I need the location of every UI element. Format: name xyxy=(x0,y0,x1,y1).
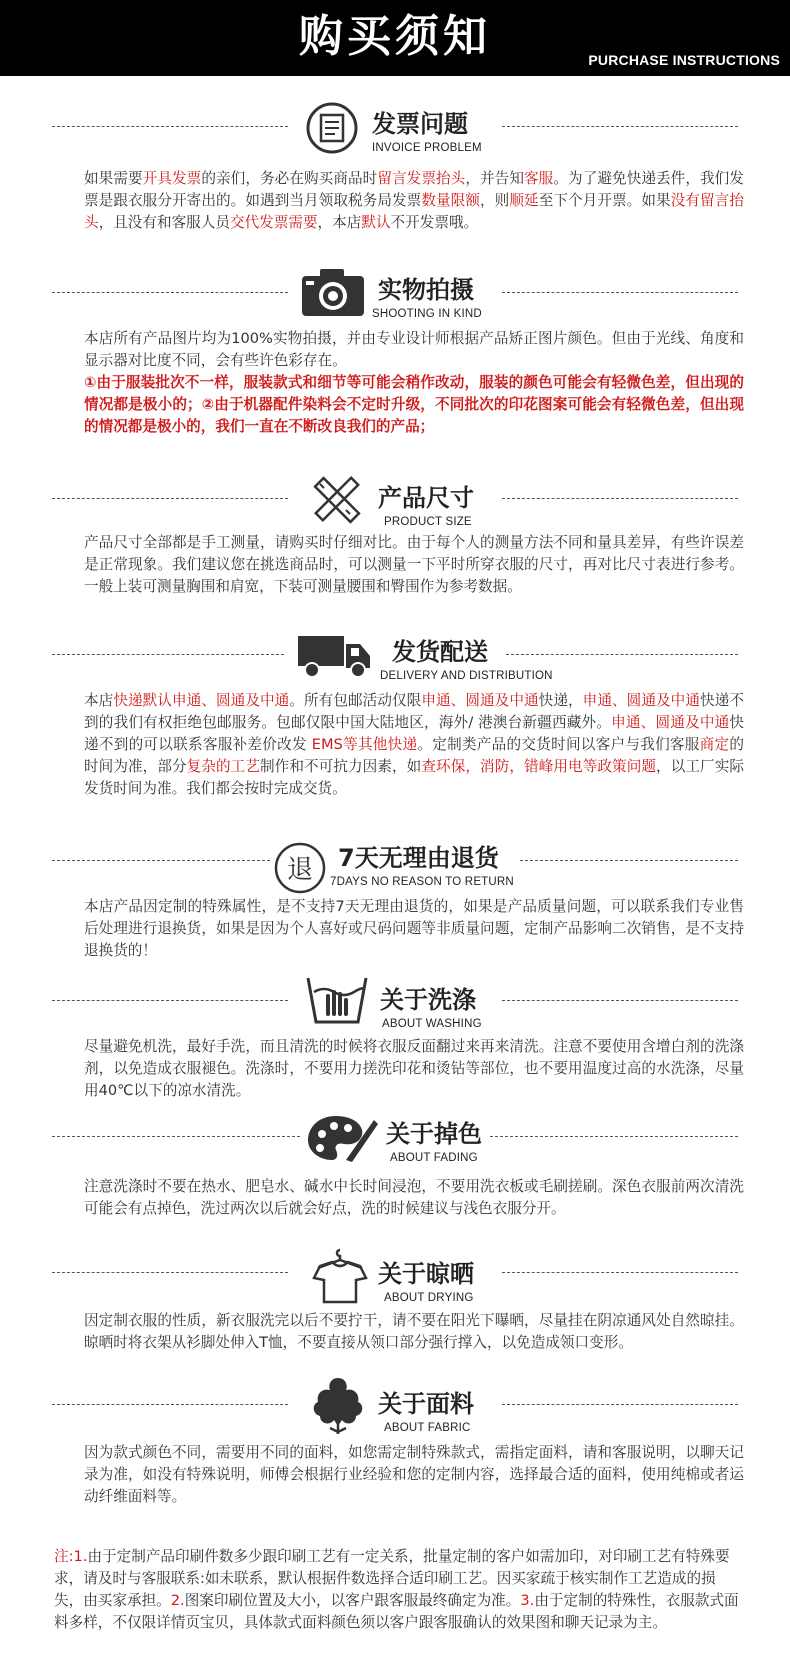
washing-paragraph: 尽量避免机洗，最好手洗，而且清洗的时候将衣服反面翻过来再来清洗。注意不要使用含增白剂的洗涤剂，以免造成衣服褪色。洗涤时，不要用力搓洗印花和烫钻等部位，也不要用温度过高的水洗涤，尽量用40℃以下的凉水清洗。 xyxy=(84,1038,744,1099)
divider-left xyxy=(52,654,284,655)
body-text: ，且没有和客服人员 xyxy=(98,214,230,231)
invoice-icon xyxy=(300,100,370,156)
section-subtitle: ABOUT FADING xyxy=(390,1152,478,1164)
divider-left xyxy=(52,860,270,861)
body-text: 不开发票哦。 xyxy=(390,214,479,231)
footnote xyxy=(54,1546,744,1634)
body-text: ，则 xyxy=(480,192,510,209)
palette-icon xyxy=(306,1112,378,1164)
section-title: 关于晾晒 xyxy=(378,1260,474,1288)
body-text: ，本店 xyxy=(317,214,362,231)
cotton-icon xyxy=(306,1374,370,1436)
body-text: 。定制类产品的交货时间以客户与我们客服 xyxy=(417,736,700,753)
section-header xyxy=(0,970,790,1030)
body-text: 。所有包邮活动仅限 xyxy=(289,692,422,709)
divider-right xyxy=(502,498,738,499)
section-header xyxy=(0,840,790,900)
shooting-notice: ①由于服装批次不一样，服装款式和细节等可能会稍作改动，服装的颜色可能会有轻微色差，但出现的情况都是极小的；②由于机器配件染料会不定时升级，不同批次的印花图案可能会有轻微色差，但出现的情况都是极小的，我们一直在不断改良我们的产品； xyxy=(84,374,744,435)
highlight-text: 数量限额 xyxy=(421,192,480,209)
invoice-paragraph xyxy=(54,168,744,234)
fading-text xyxy=(54,1176,744,1220)
section-title: 发票问题 xyxy=(372,110,468,138)
truck-icon xyxy=(296,634,374,680)
fading-paragraph: 注意洗涤时不要在热水、肥皂水、碱水中长时间浸泡，不要用洗衣板或毛刷搓刷。深色衣服前两次清洗可能会有点掉色，洗过两次以后就会好点，洗的时候建议与浅色衣服分开。 xyxy=(84,1178,744,1217)
body-text: 快递， xyxy=(538,692,583,709)
highlight-text: 3. xyxy=(520,1592,535,1609)
body-text: 。为了避免快递丢件，我们发票是跟衣服分开寄出的。如遇到当月领取税务局发票 xyxy=(84,170,744,209)
size-paragraph: 产品尺寸全部都是手工测量，请购买时仔细对比。由于每个人的测量方法不同和量具差异，有些许误差是正常现象。我们建议您在挑选商品时，可以测量一下平时所穿衣服的尺寸，再对比尺寸表进行参考。一般上装可测量胸围和肩宽，下装可测量腰围和臀围作为参考数据。 xyxy=(84,534,744,595)
divider-left xyxy=(52,1136,300,1137)
size-text xyxy=(54,532,744,598)
body-text: 由于定制产品印刷件数多少跟印刷工艺有一定关系，批量定制的客户如需加印，对印刷工艺有特殊要求，请及时与客服联系:如未联系，默认根据件数选择合适印刷工艺。因买家疏于核实制作工艺造成的损失，由买家承担。 xyxy=(54,1548,730,1609)
highlight-text: 交代发票需要 xyxy=(229,214,318,231)
highlight-text: 顺延 xyxy=(509,192,539,209)
section-header xyxy=(0,1374,790,1434)
fabric-paragraph: 因为款式颜色不同，需要用不同的面料，如您需定制特殊款式，需指定面料，请和客服说明，以聊天记录为准，如没有特殊说明，师傅会根据行业经验和您的定制内容，选择最合适的面料，使用纯棉或者运动纤维面料等。 xyxy=(84,1444,744,1505)
shooting-paragraph: 本店所有产品图片均为100%实物拍摄，并由专业设计师根据产品矫正图片颜色。但由于光线、角度和显示器对比度不同，会有些许色彩存在。 xyxy=(84,330,744,369)
section-title: 发货配送 xyxy=(392,638,488,666)
section-delivery xyxy=(0,634,790,694)
invoice-text xyxy=(54,168,744,234)
section-title: 关于洗涤 xyxy=(380,986,476,1014)
section-header xyxy=(0,634,790,694)
delivery-text xyxy=(54,690,744,800)
section-returns xyxy=(0,840,790,900)
highlight-text: 申通、圆通及中通 xyxy=(611,714,730,731)
highlight-text: 2. xyxy=(170,1592,185,1609)
highlight-text: 留言发票抬头 xyxy=(377,170,466,187)
divider-right xyxy=(502,1000,738,1001)
body-text: 快递不到的可以联系客服补差价改发 xyxy=(84,714,744,753)
section-title: 产品尺寸 xyxy=(378,484,474,512)
ruler-pencil-icon xyxy=(306,470,368,528)
highlight-text: 商定 xyxy=(699,736,730,753)
section-subtitle: 7DAYS NO REASON TO RETURN xyxy=(330,876,514,888)
highlight-text: EMS等其他快递 xyxy=(311,736,418,753)
divider-left xyxy=(52,292,288,293)
shooting-text xyxy=(54,328,744,438)
body-text: 至下个月开票。如果 xyxy=(538,192,671,209)
page-header xyxy=(0,0,790,76)
section-subtitle: PRODUCT SIZE xyxy=(384,516,472,528)
section-washing xyxy=(0,970,790,1030)
highlight-text: 申通、圆通及中通 xyxy=(421,692,539,709)
section-subtitle: ABOUT DRYING xyxy=(384,1292,474,1304)
highlight-text: 快递默认申通、圆通及中通 xyxy=(113,692,290,709)
body-text: 图案印刷位置及大小，以客户跟客服最终确定为准。 xyxy=(184,1592,521,1609)
body-text: 由于定制的特殊性，衣服款式面料多样，不仅限详情页宝贝，具体款式面料颜色须以客户跟客服确认的效果图和聊天记录为主。 xyxy=(54,1592,739,1631)
section-title: 实物拍摄 xyxy=(378,276,474,304)
section-header xyxy=(0,264,790,324)
section-subtitle: ABOUT WASHING xyxy=(382,1018,482,1030)
body-text: ，以工厂实际发货时间为准。我们都会按时完成交货。 xyxy=(84,758,744,797)
page-subtitle: PURCHASE INSTRUCTIONS xyxy=(588,52,780,68)
divider-left xyxy=(52,126,288,127)
section-subtitle: INVOICE PROBLEM xyxy=(372,142,482,154)
section-size xyxy=(0,470,790,530)
section-header xyxy=(0,100,790,160)
hand-wash-icon xyxy=(304,970,370,1028)
washing-text xyxy=(54,1036,744,1102)
divider-right xyxy=(506,654,738,655)
drying-text xyxy=(54,1310,744,1354)
highlight-text: 开具发票 xyxy=(142,170,202,187)
body-text: 快递不到的我们有权拒绝包邮服务。包邮仅限中国大陆地区，海外/ 港澳台新疆西藏外。 xyxy=(84,692,744,731)
section-subtitle: DELIVERY AND DISTRIBUTION xyxy=(380,670,553,682)
page-title: 购买须知 xyxy=(299,11,491,62)
section-header xyxy=(0,470,790,530)
section-title: 7天无理由退货 xyxy=(338,844,499,872)
body-text: ，并告知 xyxy=(465,170,525,187)
highlight-text: 申通、圆通及中通 xyxy=(582,692,700,709)
divider-right xyxy=(502,1404,738,1405)
divider-right xyxy=(520,860,738,861)
divider-right xyxy=(502,126,738,127)
highlight-text: 客服 xyxy=(524,170,554,187)
section-shooting xyxy=(0,264,790,324)
body-text: 制作和不可抗力因素，如 xyxy=(260,758,422,775)
tshirt-hanger-icon xyxy=(310,1246,370,1306)
section-fading xyxy=(0,1112,790,1172)
body-text: 的亲们，务必在购买商品时 xyxy=(201,170,378,187)
divider-left xyxy=(52,1404,288,1405)
divider-right xyxy=(490,1136,738,1137)
return-icon xyxy=(272,840,328,896)
returns-paragraph: 本店产品因定制的特殊属性，是不支持7天无理由退货的，如果是产品质量问题，可以联系我们专业售后处理进行退换货，如果是因为个人喜好或尺码问题等非质量问题，定制产品影响二次销售，是不支持退换货的！ xyxy=(84,898,744,959)
highlight-text: 默认 xyxy=(361,214,391,231)
highlight-text: 复杂的工艺 xyxy=(186,758,261,775)
divider-left xyxy=(52,1272,288,1273)
fabric-text xyxy=(54,1442,744,1508)
section-fabric xyxy=(0,1374,790,1434)
divider-right xyxy=(502,292,738,293)
divider-left xyxy=(52,498,288,499)
divider-left xyxy=(52,1000,288,1001)
camera-icon xyxy=(298,264,374,320)
section-invoice xyxy=(0,100,790,160)
highlight-text: 查环保，消防，错峰用电等政策问题 xyxy=(421,758,657,775)
returns-text xyxy=(54,896,744,962)
section-drying xyxy=(0,1246,790,1306)
drying-paragraph: 因定制衣服的性质，新衣服洗完以后不要拧干，请不要在阳光下曝晒，尽量挂在阴凉通风处自然晾挂。晾晒时将衣架从衫脚处伸入T恤，不要直接从领口部分强行撑入，以免造成领口变形。 xyxy=(84,1312,744,1351)
svg-text:退: 退 xyxy=(286,855,314,885)
divider-right xyxy=(502,1272,738,1273)
delivery-paragraph xyxy=(54,690,744,800)
highlight-text: 注:1. xyxy=(54,1548,88,1565)
body-text: 的时间为准，部分 xyxy=(84,736,744,775)
body-text: 如果需要 xyxy=(84,170,143,187)
section-title: 关于面料 xyxy=(378,1390,474,1418)
section-header xyxy=(0,1112,790,1172)
highlight-text: 没有留言抬头 xyxy=(84,192,744,231)
section-subtitle: ABOUT FABRIC xyxy=(384,1422,471,1434)
section-subtitle: SHOOTING IN KIND xyxy=(372,308,482,320)
section-title: 关于掉色 xyxy=(386,1120,482,1148)
body-text: 本店 xyxy=(84,692,114,709)
section-header xyxy=(0,1246,790,1306)
